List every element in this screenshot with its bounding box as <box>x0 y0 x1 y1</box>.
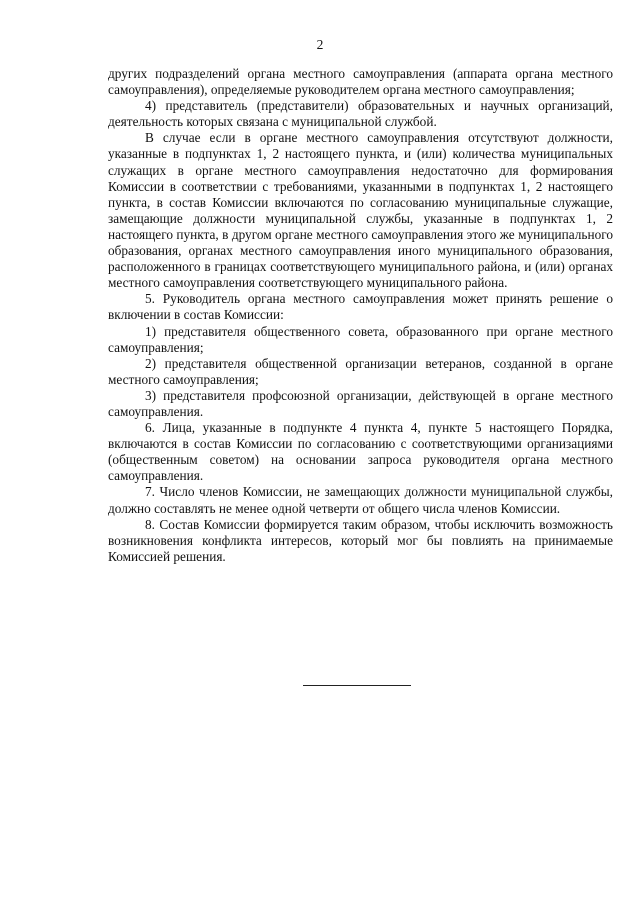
page-number: 2 <box>316 37 324 52</box>
paragraph-item-4: 4) представитель (представители) образовательных и научных организаций, деятельность которых связана с муниципальной службой. <box>108 98 613 130</box>
paragraph-point-5: 5. Руководитель органа местного самоуправления может принять решение о включении в состав Комиссии: <box>108 291 613 323</box>
paragraph-point-6: 6. Лица, указанные в подпункте 4 пункта 4, пункте 5 настоящего Порядка, включаются в состав Комиссии по согласованию с соответствующими организациями (общественным советом) на основании запроса руководителя органа местного самоуправления. <box>108 420 613 484</box>
paragraph-point-7: 7. Число членов Комиссии, не замещающих должности муниципальной службы, должно составлять не менее одной четверти от общего числа членов Комиссии. <box>108 484 613 516</box>
paragraph-point-5-item-2: 2) представителя общественной организации ветеранов, созданной в органе местного самоуправления; <box>108 355 613 387</box>
paragraph-point-5-item-1: 1) представителя общественного совета, образованного при органе местного самоуправления; <box>108 323 613 355</box>
document-body <box>108 66 613 565</box>
end-separator-line <box>303 685 411 686</box>
paragraph-continuation: других подразделений органа местного самоуправления (аппарата органа местного самоуправления), определяемые руководителем органа местного самоуправления; <box>108 66 613 98</box>
paragraph-missing-positions: В случае если в органе местного самоуправления отсутствуют должности, указанные в подпунктах 1, 2 настоящего пункта, и (или) количества муниципальных служащих в органе местного самоуправления недостаточно для формирования Комиссии в соответствии с требованиями, указанными в подпунктах 1, 2 настоящего пункта, в состав Комиссии включаются по согласованию муниципальные служащие, замещающие должности муниципальной службы, указанные в подпунктах 1, 2 настоящего пункта, в другом органе местного самоуправления этого же муниципального образования, органах местного самоуправления иного муниципального образования, расположенного в границах соответствующего муниципального района, и (или) органах местного самоуправления соответствующего муниципального района. <box>108 130 613 291</box>
paragraph-point-5-item-3: 3) представителя профсоюзной организации, действующей в органе местного самоуправления. <box>108 387 613 419</box>
paragraph-point-8: 8. Состав Комиссии формируется таким образом, чтобы исключить возможность возникновения конфликта интересов, который мог бы повлиять на принимаемые Комиссией решения. <box>108 516 613 564</box>
